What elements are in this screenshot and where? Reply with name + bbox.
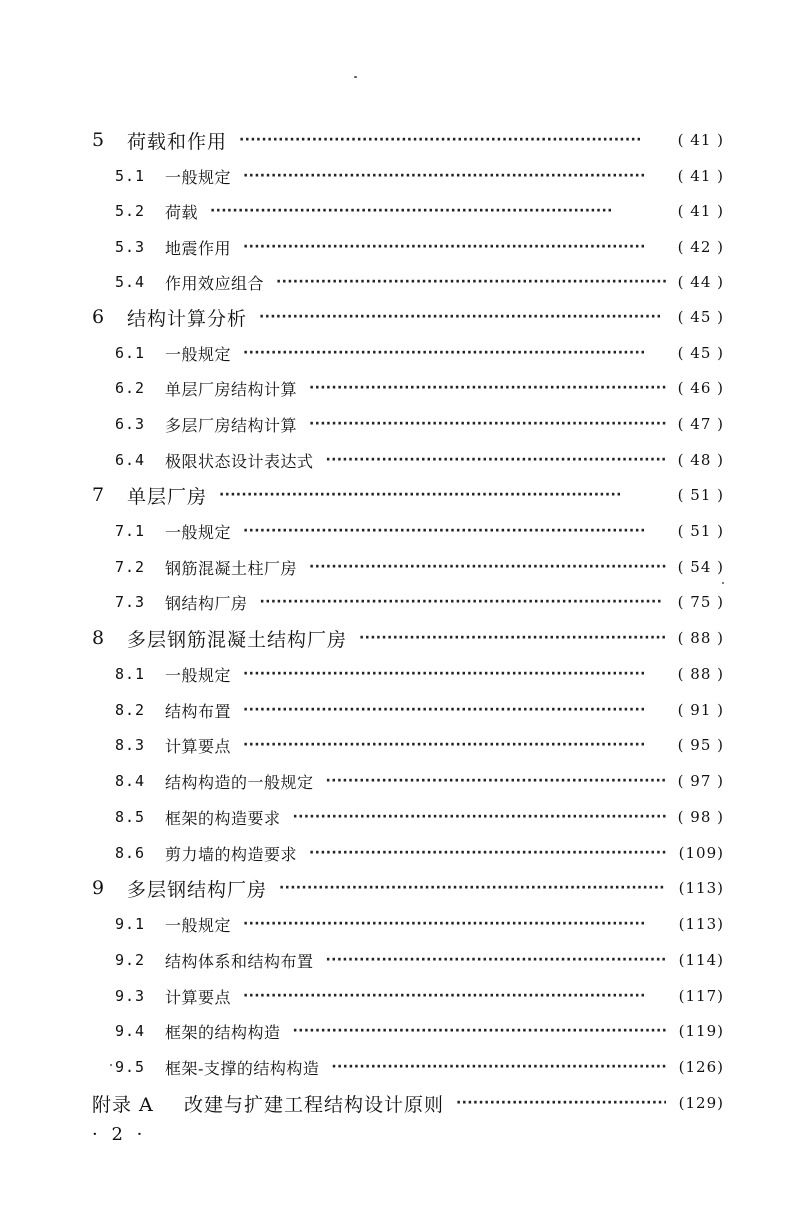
toc-entry-section[interactable] bbox=[0, 981, 790, 1011]
toc-entry-title: 多层钢结构厂房 bbox=[127, 878, 268, 901]
toc-entry-title: 框架的结构构造 bbox=[165, 1022, 281, 1042]
toc-leader-dots bbox=[239, 125, 666, 155]
toc-leader-dots bbox=[243, 161, 666, 191]
toc-entry-section[interactable] bbox=[0, 1052, 790, 1082]
toc-leader-dots bbox=[243, 695, 666, 725]
toc-leader-dots bbox=[276, 267, 666, 297]
toc-entry-title: 剪力墙的构造要求 bbox=[165, 844, 298, 864]
toc-entry-page: ( 41 ) bbox=[677, 131, 724, 149]
toc-entry-title: 框架-支撑的结构构造 bbox=[165, 1058, 320, 1078]
toc-entry-title: 一般规定 bbox=[165, 167, 232, 187]
toc-entry-section[interactable] bbox=[0, 552, 790, 582]
toc-leader-dots bbox=[259, 302, 666, 332]
toc-entry-page: ( 51 ) bbox=[677, 486, 724, 504]
toc-entry-page: ( 95 ) bbox=[677, 736, 724, 754]
toc-leader-dots bbox=[243, 659, 666, 689]
toc-entry-page: (109) bbox=[678, 844, 724, 862]
toc-entry-number: 9.4 bbox=[115, 1022, 146, 1040]
toc-entry-number: 7.1 bbox=[115, 522, 146, 540]
toc-leader-dots bbox=[309, 552, 666, 582]
toc-entry-number: 8.1 bbox=[115, 665, 146, 683]
toc-entry-number: 6.2 bbox=[115, 379, 146, 397]
toc-leader-dots bbox=[359, 623, 666, 653]
toc-leader-dots bbox=[260, 587, 666, 617]
toc-entry-number: 9.2 bbox=[115, 951, 146, 969]
toc-entry-section[interactable] bbox=[0, 909, 790, 939]
toc-entry-chapter[interactable] bbox=[0, 480, 790, 510]
toc-entry-page: ( 46 ) bbox=[677, 379, 724, 397]
toc-entry-number: 6.1 bbox=[115, 344, 146, 362]
toc-entry-number: 7 bbox=[92, 484, 105, 506]
toc-entry-title: 计算要点 bbox=[165, 736, 232, 756]
toc-entry-number: 6.4 bbox=[115, 451, 146, 469]
toc-entry-title: 作用效应组合 bbox=[165, 273, 265, 293]
toc-leader-dots bbox=[243, 338, 666, 368]
toc-entry-number: 5.1 bbox=[115, 167, 146, 185]
toc-entry-page: (113) bbox=[678, 879, 724, 897]
toc-entry-title: 结构计算分析 bbox=[127, 307, 248, 330]
toc-entry-number: 8.4 bbox=[115, 772, 146, 790]
toc-entry-number: 附录 A bbox=[92, 1093, 154, 1116]
toc-leader-dots bbox=[210, 196, 666, 226]
toc-entry-number: 9.5 bbox=[115, 1058, 146, 1076]
toc-entry-title: 一般规定 bbox=[165, 344, 232, 364]
toc-entry-section[interactable] bbox=[0, 838, 790, 868]
toc-entry-title: 计算要点 bbox=[165, 987, 232, 1007]
toc-leader-dots bbox=[326, 445, 666, 475]
toc-entry-chapter[interactable] bbox=[0, 302, 790, 332]
toc-entry-title: 钢结构厂房 bbox=[165, 593, 248, 613]
toc-leader-dots bbox=[243, 909, 666, 939]
toc-entry-title: 单层厂房 bbox=[127, 485, 208, 508]
toc-leader-dots bbox=[279, 873, 666, 903]
toc-entry-number: 7.2 bbox=[115, 558, 146, 576]
toc-entry-section[interactable] bbox=[0, 373, 790, 403]
toc-entry-section[interactable] bbox=[0, 802, 790, 832]
toc-entry-number: 5.2 bbox=[115, 202, 146, 220]
toc-entry-page: (117) bbox=[678, 987, 724, 1005]
toc-entry-section[interactable] bbox=[0, 587, 790, 617]
toc-entry-page: (119) bbox=[678, 1022, 724, 1040]
toc-entry-title: 荷载和作用 bbox=[127, 130, 228, 153]
toc-leader-dots bbox=[243, 730, 666, 760]
toc-entry-number: 7.3 bbox=[115, 593, 146, 611]
toc-entry-section[interactable] bbox=[0, 338, 790, 368]
toc-entry-appendix[interactable] bbox=[0, 1088, 790, 1118]
toc-entry-page: (126) bbox=[678, 1058, 724, 1076]
toc-entry-chapter[interactable] bbox=[0, 125, 790, 155]
toc-entry-number: 9 bbox=[92, 877, 105, 899]
toc-entry-title: 结构构造的一般规定 bbox=[165, 772, 314, 792]
toc-entry-title: 一般规定 bbox=[165, 522, 232, 542]
toc-entry-section[interactable] bbox=[0, 1016, 790, 1046]
toc-entry-section[interactable] bbox=[0, 196, 790, 226]
toc-entry-number: 6.3 bbox=[115, 415, 146, 433]
toc-entry-title: 钢筋混凝土柱厂房 bbox=[165, 558, 298, 578]
toc-entry-title: 结构体系和结构布置 bbox=[165, 951, 314, 971]
toc-leader-dots bbox=[309, 409, 666, 439]
toc-entry-page: ( 41 ) bbox=[677, 202, 724, 220]
toc-entry-title: 一般规定 bbox=[165, 665, 232, 685]
toc-entry-page: (129) bbox=[678, 1094, 724, 1112]
toc-leader-dots bbox=[309, 373, 666, 403]
page-number: · 2 · bbox=[92, 1124, 147, 1145]
toc-entry-number: 8.5 bbox=[115, 808, 146, 826]
toc-entry-section[interactable] bbox=[0, 695, 790, 725]
toc-entry-section[interactable] bbox=[0, 730, 790, 760]
toc-entry-number: 5.3 bbox=[115, 238, 146, 256]
toc-entry-section[interactable] bbox=[0, 267, 790, 297]
toc-entry-number: 5 bbox=[92, 129, 105, 151]
toc-entry-number: 8.2 bbox=[115, 701, 146, 719]
toc-entry-title: 单层厂房结构计算 bbox=[165, 379, 298, 399]
toc-entry-page: (113) bbox=[678, 915, 724, 933]
toc-entry-title: 一般规定 bbox=[165, 915, 232, 935]
toc-entry-title: 多层钢筋混凝土结构厂房 bbox=[127, 628, 348, 651]
toc-entry-page: ( 98 ) bbox=[677, 808, 724, 826]
toc-leader-dots bbox=[309, 838, 666, 868]
toc-entry-page: ( 97 ) bbox=[677, 772, 724, 790]
toc-entry-title: 改建与扩建工程结构设计原则 bbox=[184, 1093, 445, 1116]
toc-entry-section[interactable] bbox=[0, 766, 790, 796]
toc-entry-number: 6 bbox=[92, 306, 105, 328]
toc-entry-page: ( 45 ) bbox=[677, 308, 724, 326]
toc-entry-title: 荷载 bbox=[165, 202, 199, 222]
toc-entry-page: (114) bbox=[678, 951, 724, 969]
toc-entry-number: 9.3 bbox=[115, 987, 146, 1005]
toc-leader-dots bbox=[326, 945, 666, 975]
toc-entry-section[interactable] bbox=[0, 516, 790, 546]
toc-entry-number: 5.4 bbox=[115, 273, 146, 291]
toc-entry-number: 8.6 bbox=[115, 844, 146, 862]
toc-entry-title: 框架的构造要求 bbox=[165, 808, 281, 828]
toc-leader-dots bbox=[331, 1052, 666, 1082]
toc-entry-page: ( 42 ) bbox=[677, 238, 724, 256]
toc-leader-dots bbox=[243, 981, 666, 1011]
toc-entry-number: 9.1 bbox=[115, 915, 146, 933]
toc-entry-chapter[interactable] bbox=[0, 873, 790, 903]
toc-entry-page: ( 54 ) bbox=[677, 558, 724, 576]
toc-leader-dots bbox=[243, 516, 666, 546]
toc-entry-title: 极限状态设计表达式 bbox=[165, 451, 314, 471]
toc-entry-page: ( 44 ) bbox=[677, 273, 724, 291]
scan-speck bbox=[354, 76, 357, 78]
toc-entry-page: ( 51 ) bbox=[677, 522, 724, 540]
toc-leader-dots bbox=[326, 766, 666, 796]
toc-entry-page: ( 47 ) bbox=[677, 415, 724, 433]
toc-entry-number: 8 bbox=[92, 627, 105, 649]
toc-entry-section[interactable] bbox=[0, 945, 790, 975]
toc-entry-title: 结构布置 bbox=[165, 701, 232, 721]
toc-entry-page: ( 45 ) bbox=[677, 344, 724, 362]
toc-leader-dots bbox=[293, 1016, 666, 1046]
toc-entry-page: ( 88 ) bbox=[677, 629, 724, 647]
toc-entry-title: 多层厂房结构计算 bbox=[165, 415, 298, 435]
toc-entry-page: ( 88 ) bbox=[677, 665, 724, 683]
toc-entry-title: 地震作用 bbox=[165, 238, 232, 258]
toc-entry-page: ( 91 ) bbox=[677, 701, 724, 719]
toc-entry-section[interactable] bbox=[0, 232, 790, 262]
toc-leader-dots bbox=[293, 802, 666, 832]
toc-entry-chapter[interactable] bbox=[0, 623, 790, 653]
toc-leader-dots bbox=[219, 480, 666, 510]
scan-speck bbox=[722, 582, 724, 584]
toc-entry-page: ( 48 ) bbox=[677, 451, 724, 469]
toc-entry-section[interactable] bbox=[0, 409, 790, 439]
toc-entry-section[interactable] bbox=[0, 445, 790, 475]
toc-entry-page: ( 75 ) bbox=[677, 593, 724, 611]
toc-entry-section[interactable] bbox=[0, 161, 790, 191]
toc-leader-dots bbox=[243, 232, 666, 262]
toc-entry-page: ( 41 ) bbox=[677, 167, 724, 185]
toc-entry-number: 8.3 bbox=[115, 736, 146, 754]
toc-leader-dots bbox=[456, 1088, 666, 1118]
toc-entry-section[interactable] bbox=[0, 659, 790, 689]
